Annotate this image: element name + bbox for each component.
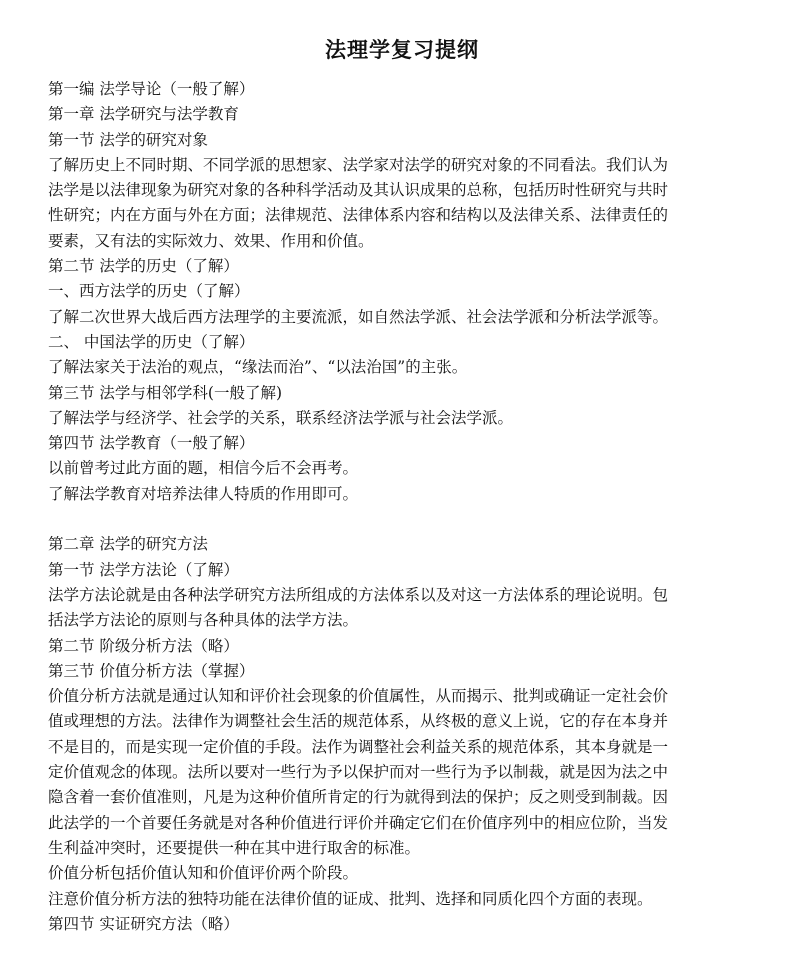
text-line: 第三节 价值分析方法（掌握） [48,661,255,680]
text-line: 了解法学教育对培养法律人特质的作用即可。 [48,484,359,503]
text-line: 第二节 法学的历史（了解） [48,257,239,276]
text-line: 价值分析包括价值认知和价值评价两个阶段。 [48,864,359,883]
text-line: 值或理想的方法。法律作为调整社会生活的规范体系，从终极的意义上说，它的存在本身并 [48,712,669,731]
text-line: 注意价值分析方法的独特功能在法律价值的证成、批判、选择和同质化四个方面的表现。 [48,889,653,908]
text-line: 第一节 法学的研究对象 [48,130,208,149]
text-line: 隐含着一套价值准则，凡是为这种价值所肯定的行为就得到法的保护；反之则受到制裁。因 [48,788,669,807]
text-line: 了解法家关于法治的观点，“缘法而治”、“以法治国”的主张。 [48,358,468,377]
text-line: 第四节 法学教育（一般了解） [48,434,255,453]
text-line: 法学是以法律现象为研究对象的各种科学活动及其认识成果的总称，包括历时性研究与共时 [48,181,669,200]
text-line: 法学方法论就是由各种法学研究方法所组成的方法体系以及对这一方法体系的理论说明。包 [48,585,669,604]
text-line: 定价值观念的体现。法所以要对一些行为予以保护而对一些行为予以制裁，就是因为法之中 [48,763,669,782]
text-line: 二、 中国法学的历史（了解） [48,332,255,351]
document-title: 法理学复习提纲 [325,37,479,62]
text-line: 要素，又有法的实际效力、效果、作用和价值。 [48,231,374,250]
text-line: 一、西方法学的历史（了解） [48,282,250,301]
text-line: 不是目的，而是实现一定价值的手段。法作为调整社会利益关系的规范体系，其本身就是一 [48,737,669,756]
text-line: 以前曾考过此方面的题，相信今后不会再考。 [48,459,359,478]
text-line: 第一章 法学研究与法学教育 [48,105,239,124]
text-line: 了解二次世界大战后西方法理学的主要流派，如自然法学派、社会法学派和分析法学派等。 [48,307,669,326]
text-line: 括法学方法论的原则与各种具体的法学方法。 [48,611,359,630]
text-line: 此法学的一个首要任务就是对各种价值进行评价并确定它们在价值序列中的相应位阶，当发 [48,813,669,832]
text-line: 第一节 法学方法论（了解） [48,560,239,579]
text-line: 第二节 阶级分析方法（略） [48,636,239,655]
text-line: 第二章 法学的研究方法 [48,535,208,554]
text-line: 性研究；内在方面与外在方面；法律规范、法律体系内容和结构以及法律关系、法律责任的 [48,206,669,225]
document-body [48,77,738,937]
text-line: 了解法学与经济学、社会学的关系，联系经济法学派与社会法学派。 [48,408,514,427]
text-line: 了解历史上不同时期、不同学派的思想家、法学家对法学的研究对象的不同看法。我们认为 [48,155,669,174]
text-line: 生利益冲突时，还要提供一种在其中进行取舍的标准。 [48,838,421,857]
text-line: 第四节 实证研究方法（略） [48,914,239,933]
text-line: 价值分析方法就是通过认知和评价社会现象的价值属性，从而揭示、批判或确证一定社会价 [48,687,669,706]
text-line: 第三节 法学与相邻学科(一般了解) [48,383,283,402]
text-line: 第一编 法学导论（一般了解） [48,80,255,98]
blank-line [48,507,738,532]
